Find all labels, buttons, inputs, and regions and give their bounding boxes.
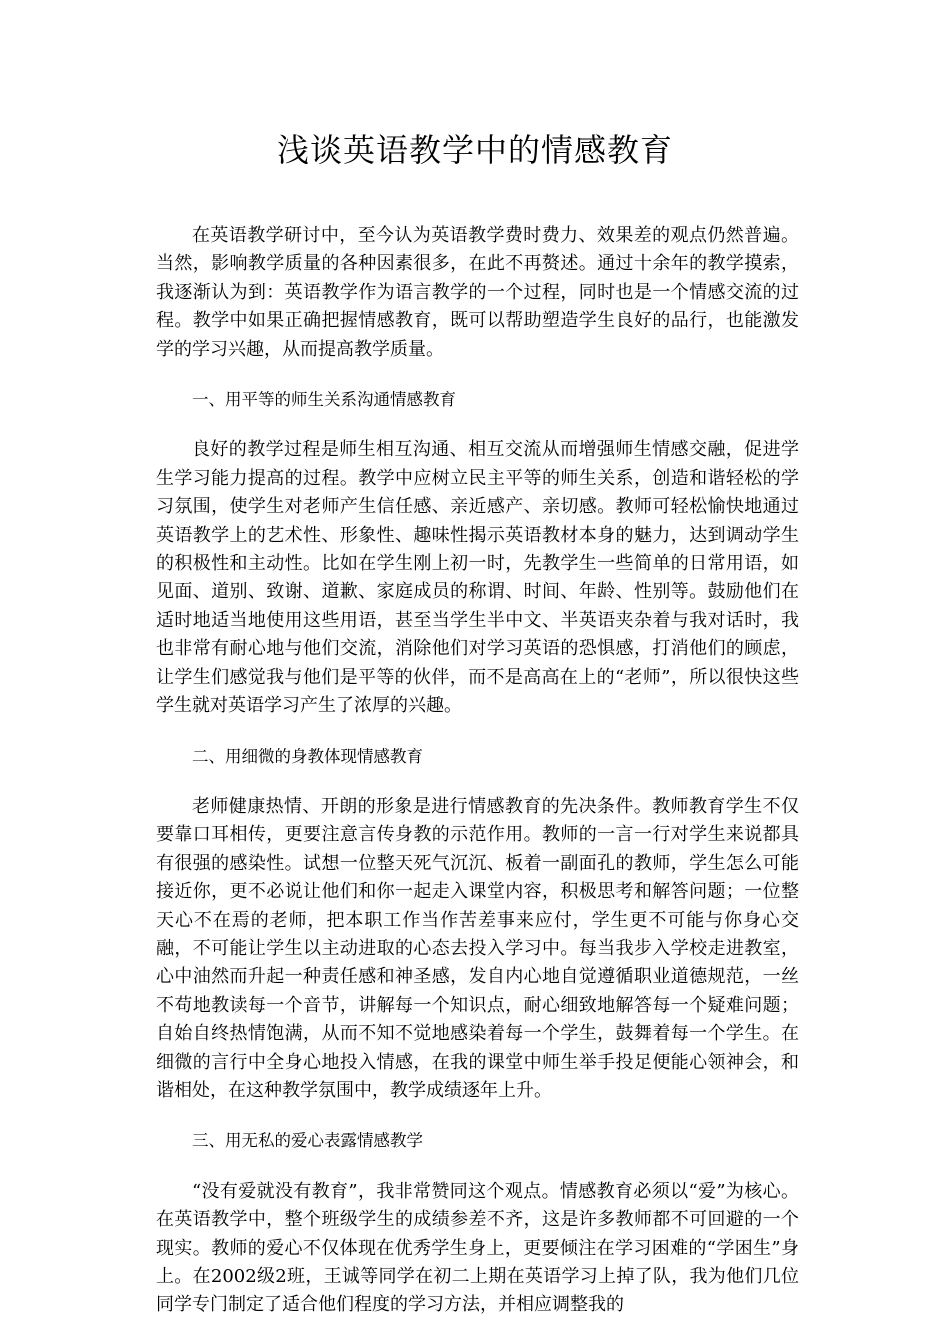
spacer <box>156 771 799 793</box>
spacer <box>156 414 799 436</box>
spacer <box>156 364 799 386</box>
section-heading-2: 二、用细微的身教体现情感教育 <box>192 746 423 766</box>
document-title: 浅谈英语教学中的情感教育 <box>276 131 673 169</box>
intro-paragraph: 在英语教学研讨中，至今认为英语教学费时费力、效果差的观点仍然普遍。当然，影响教学质量的各种因素很多，在此不再赘述。通过十余年的教学摸索，我逐渐认为到：英语教学作为语言教学的一个过程，同时也是一个情感交流的过程。教学中如果正确把握情感教育，既可以帮助塑造学生良好的品行，也能激发学的学习兴趣，从而提高教学质量。 <box>156 225 799 360</box>
section-heading-1: 一、用平等的师生关系沟通情感教育 <box>192 390 456 410</box>
document-body <box>156 222 799 1320</box>
section-paragraph-3: “没有爱就没有教育”，我非常赞同这个观点。情感教育必须以“爱”为核心。在英语教学中，整个班级学生的成绩参差不齐，这是许多教师都不可回避的一个现实。教师的爱心不仅体现在优秀学生身上，更要倾注在学习困难的“学困生”身上。在2002级2班，王诚等同学在初二上期在英语学习上掉了队，我为他们几位同学专门制定了适合他们程度的学习方法，并相应调整我的 <box>156 1180 799 1316</box>
spacer <box>156 721 799 743</box>
section-paragraph-1: 良好的教学过程是师生相互沟通、相互交流从而增强师生情感交融，促进学生学习能力提高的过程。教学中应树立民主平等的师生关系，创造和谐轻松的学习氛围，使学生对老师产生信任感、亲近感产、亲切感。教师可轻松愉快地通过英语教学上的艺术性、形象性、趣味性揭示英语教材本身的魅力，达到调动学生的积极性和主动性。比如在学生刚上初一时，先教学生一些简单的日常用语，如见面、道别、致谢、道歉、家庭成员的称谓、时间、年龄、性别等。鼓励他们在适时地适当地使用这些用语，甚至当学生半中文、半英语夹杂着与我对话时，我也非常有耐心地与他们交流，消除他们对学习英语的恐惧感，打消他们的顾虑，让学生们感觉我与他们是平等的伙伴，而不是高高在上的“老师”，所以很快这些学生就对英语学习产生了浓厚的兴趣。 <box>156 439 799 717</box>
section-heading-3: 三、用无私的爱心表露情感教学 <box>192 1131 423 1151</box>
section-paragraph-2: 老师健康热情、开朗的形象是进行情感教育的先决条件。教师教育学生不仅要靠口耳相传，更要注意言传身教的示范作用。教师的一言一行对学生来说都具有很强的感染性。试想一位整天死气沉沉、板着一副面孔的教师，学生怎么可能接近你，更不必说让他们和你一起走入课堂内容，积极思考和解答问题；一位整天心不在焉的老师，把本职工作当作苦差事来应付，学生更不可能与你身心交融，不可能让学生以主动进取的心态去投入学习中。每当我步入学校走进教室，心中油然而升起一种责任感和神圣感，发自内心地自觉遵循职业道德规范，一丝不苟地教读每一个音节，讲解每一个知识点，耐心细致地解答每一个疑难问题；自始自终热情饱满，从而不知不觉地感染着每一个学生，鼓舞着每一个学生。在细微的言行中全身心地投入情感，在我的课堂中师生举手投足便能心领神会，和谐相处，在这种教学氛围中，教学成绩逐年上升。 <box>156 795 799 1101</box>
spacer <box>156 1156 799 1178</box>
spacer <box>156 1105 799 1127</box>
